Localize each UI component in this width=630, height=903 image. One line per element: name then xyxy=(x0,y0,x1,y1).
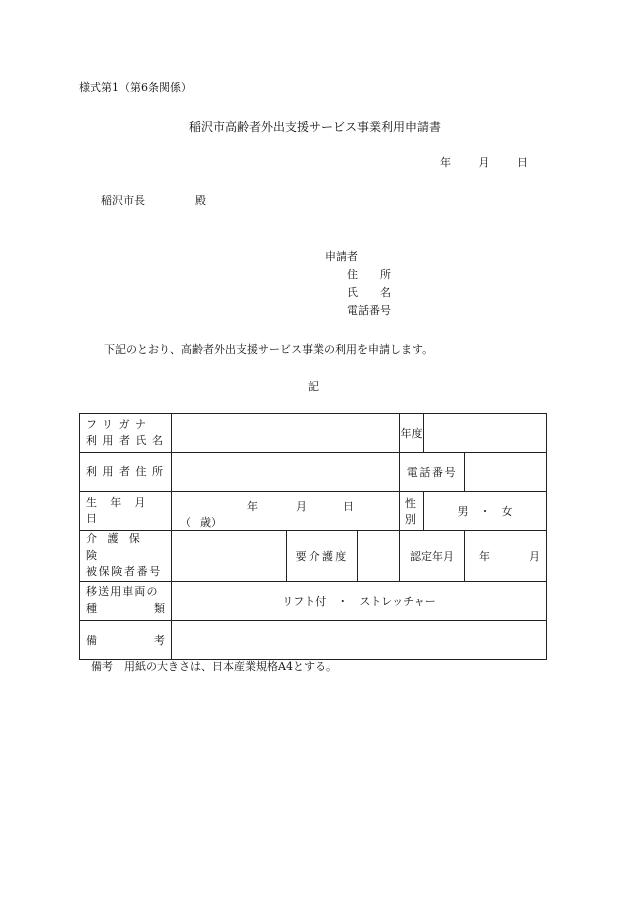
insured-number-field[interactable] xyxy=(172,531,287,582)
care-insurance-label xyxy=(80,531,172,582)
applicant-heading: 申請者 xyxy=(325,250,358,263)
fiscal-year-field[interactable] xyxy=(424,414,547,453)
row-remarks xyxy=(80,620,547,659)
cert-month: 月 xyxy=(529,549,541,563)
applicant-address-label: 住 所 xyxy=(347,268,391,281)
applicant-phone-label: 電話番号 xyxy=(347,304,391,317)
birth-month: 月 xyxy=(296,500,307,513)
date-day: 日 xyxy=(517,156,528,169)
phone-field[interactable] xyxy=(465,453,547,492)
care-level-label: 要介護度 xyxy=(287,531,358,582)
date-line xyxy=(440,157,528,168)
vehicle-label-2b: 類 xyxy=(154,601,165,615)
row-address xyxy=(80,453,547,492)
date-year: 年 xyxy=(440,156,451,169)
fiscal-year-label: 年度 xyxy=(400,414,424,453)
remarks-label xyxy=(80,620,172,659)
remarks-field[interactable] xyxy=(172,620,547,659)
document-title: 稲沢市高齢者外出支援サービス事業利用申請書 xyxy=(188,120,441,134)
row-name xyxy=(80,414,547,453)
user-address-field[interactable] xyxy=(172,453,400,492)
care-ins-text-2: 被保険者番号 xyxy=(86,565,162,578)
phone-label: 電話番号 xyxy=(400,453,465,492)
footnote: 備考 用紙の大きさは、日本産業規格A4とする。 xyxy=(91,660,337,673)
cert-date-label: 認定年月 xyxy=(400,531,465,582)
vehicle-label-line1: 移送用車両の xyxy=(86,585,159,598)
cert-year: 年 xyxy=(479,549,491,563)
ki-heading: 記 xyxy=(308,380,319,393)
user-name-title: 利用者氏名 xyxy=(86,434,169,447)
user-name-label xyxy=(80,414,172,453)
birth-day: 日 xyxy=(343,500,354,513)
birthdate-field[interactable] xyxy=(172,492,400,531)
application-table xyxy=(79,413,547,660)
addressee-honorific: 殿 xyxy=(195,194,206,207)
vehicle-label-line2 xyxy=(86,601,171,618)
care-insurance-line1 xyxy=(86,531,171,564)
age-open: （ xyxy=(180,516,191,529)
birth-year: 年 xyxy=(247,500,258,513)
cert-date-field[interactable] xyxy=(465,531,547,582)
vehicle-type-label xyxy=(80,581,172,620)
user-address-label: 利用者住所 xyxy=(80,453,172,492)
row-birthdate xyxy=(80,492,547,531)
care-level-field[interactable] xyxy=(358,531,400,582)
remarks-label-inner xyxy=(80,632,171,648)
remarks-label-b: 考 xyxy=(154,633,165,647)
birthdate-label: 生年月日 xyxy=(80,492,172,531)
gender-label: 性別 xyxy=(400,492,424,531)
vehicle-type-options[interactable]: リフト付 ・ ストレッチャー xyxy=(172,581,547,620)
remarks-label-a: 備 xyxy=(86,633,97,647)
row-vehicle xyxy=(80,581,547,620)
row-care-insurance xyxy=(80,531,547,582)
age-close: 歳） xyxy=(200,516,222,529)
gender-options[interactable]: 男 ・ 女 xyxy=(424,492,547,531)
addressee-name: 稲沢市長 xyxy=(101,194,145,207)
furigana-label: フリガナ xyxy=(86,417,152,431)
applicant-name-label: 氏 名 xyxy=(347,286,391,299)
vehicle-label-2a: 種 xyxy=(86,601,97,615)
care-ins-text-1: 介護保険 xyxy=(86,532,151,562)
intro-text: 下記のとおり、高齢者外出支援サービス事業の利用を申請します。 xyxy=(104,343,434,356)
date-month: 月 xyxy=(478,156,490,169)
form-number: 様式第1（第6条関係） xyxy=(79,81,192,94)
user-name-field[interactable] xyxy=(172,414,400,453)
